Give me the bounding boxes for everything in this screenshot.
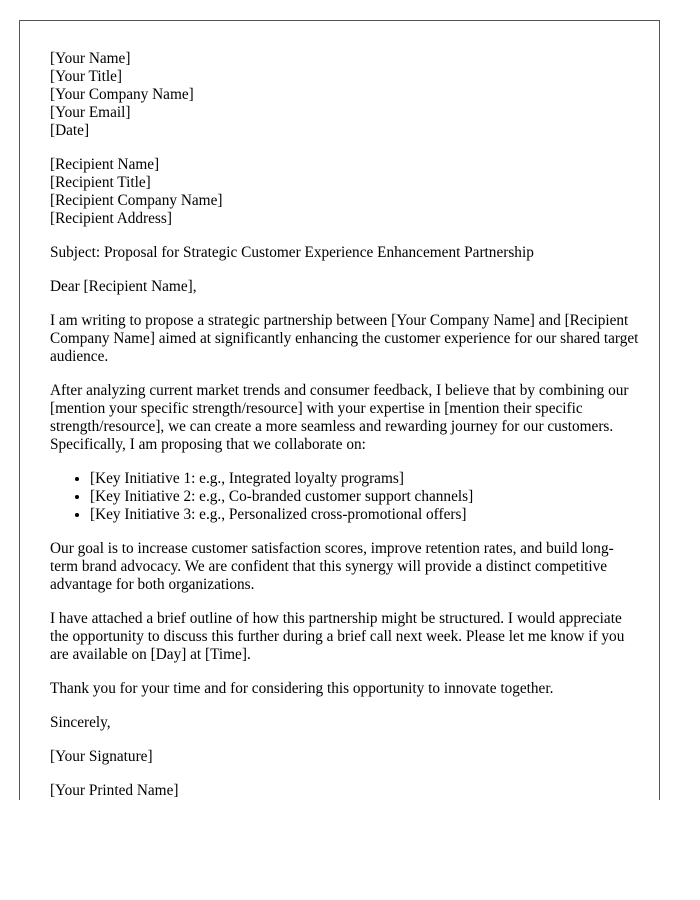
signoff: Sincerely,: [50, 714, 111, 731]
letter-date: [Date]: [50, 122, 90, 139]
sender-company: [Your Company Name]: [50, 86, 194, 103]
printed-name: [Your Printed Name]: [50, 782, 179, 799]
body-paragraph: After analyzing current market trends and consumer feedback, I believe that by combining our [mention your specific strength/resource] with your expertise in [mention their specific strength/resource], we can create a more seamless and rewarding journey for our customers. Specifically, I am proposing that we collaborate on:: [50, 382, 629, 453]
sender-block: [50, 50, 640, 140]
letter-body: [50, 50, 640, 816]
sender-title: [Your Title]: [50, 68, 122, 85]
body-paragraph: Thank you for your time and for considering this opportunity to innovate together.: [50, 680, 554, 697]
recipient-company: [Recipient Company Name]: [50, 192, 223, 209]
recipient-name: [Recipient Name]: [50, 156, 160, 173]
signature: [Your Signature]: [50, 748, 153, 765]
sender-name: [Your Name]: [50, 50, 131, 67]
salutation: Dear [Recipient Name],: [50, 278, 197, 295]
list-item: • [Key Initiative 1: e.g., Integrated loyalty programs]: [90, 470, 640, 488]
list-item: • [Key Initiative 3: e.g., Personalized cross-promotional offers]: [90, 506, 640, 524]
body-paragraph: Our goal is to increase customer satisfaction scores, improve retention rates, and build long-term brand advocacy. We are confident that this synergy will provide a distinct competitive advantage for both organizations.: [50, 540, 614, 593]
subject-line: Subject: Proposal for Strategic Customer Experience Enhancement Partnership: [50, 244, 534, 261]
sender-email: [Your Email]: [50, 104, 131, 121]
letter-page: [19, 20, 660, 800]
initiatives-list: [50, 470, 640, 524]
recipient-block: [50, 156, 640, 228]
recipient-title: [Recipient Title]: [50, 174, 151, 191]
body-paragraph: I have attached a brief outline of how this partnership might be structured. I would appreciate the opportunity to discuss this further during a brief call next week. Please let me know if you are available on [Day] at [Time].: [50, 610, 625, 663]
body-paragraph: I am writing to propose a strategic partnership between [Your Company Name] and [Recipient Company Name] aimed at significantly enhancing the customer experience for our shared target audience.: [50, 312, 639, 365]
recipient-address: [Recipient Address]: [50, 210, 172, 227]
list-item: • [Key Initiative 2: e.g., Co-branded customer support channels]: [90, 488, 640, 506]
